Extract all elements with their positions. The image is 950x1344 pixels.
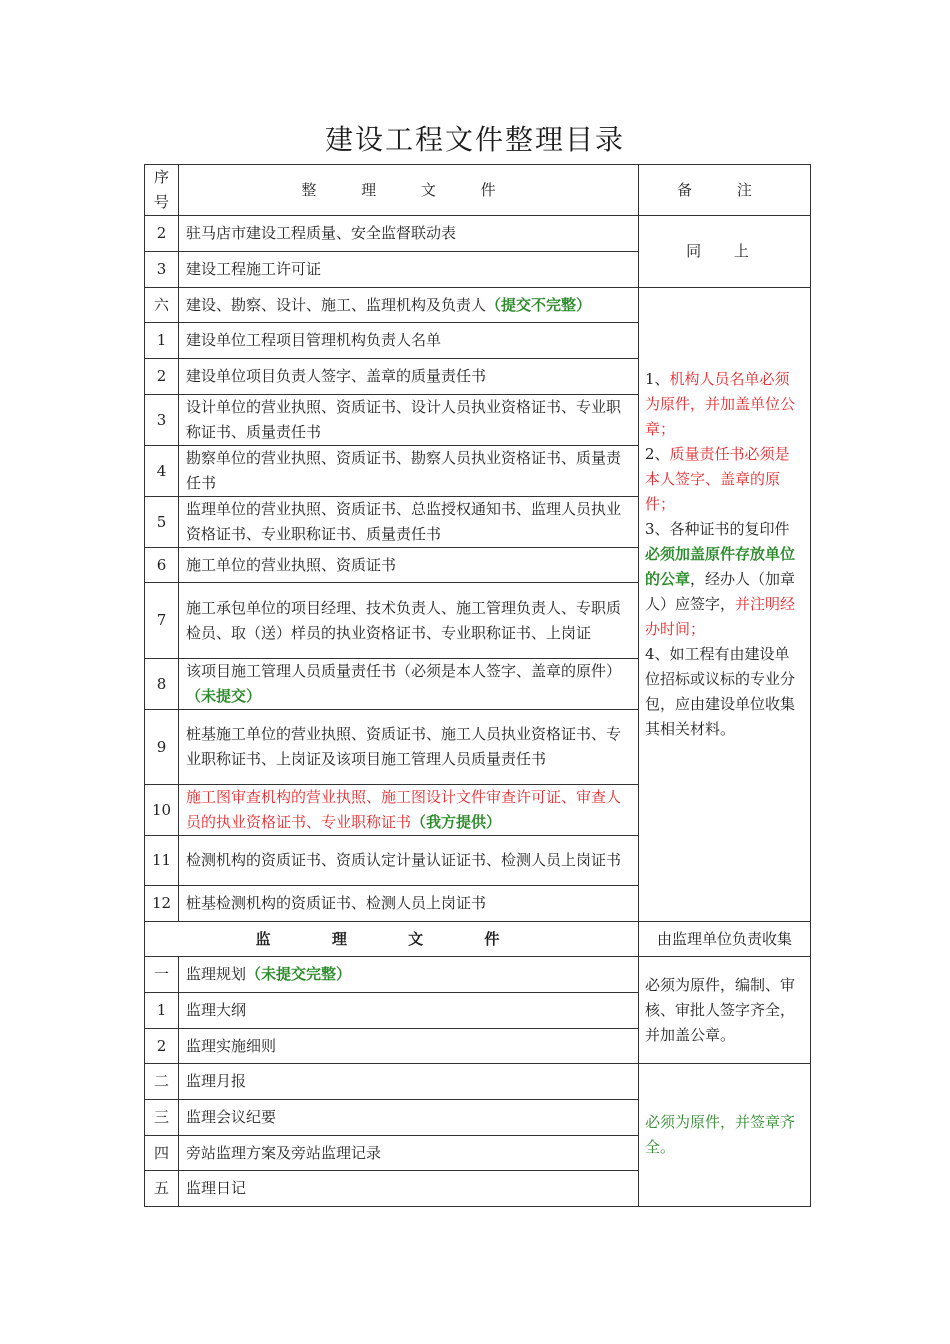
row-text: 桩基施工单位的营业执照、资质证书、施工人员执业资格证书、专业职称证书、上岗证及该项目施工管理人员质量责任书 — [179, 710, 639, 785]
section-row — [145, 288, 811, 323]
row-text: 建设单位项目负责人签字、盖章的质量责任书 — [179, 359, 639, 395]
row-text: 监理月报 — [179, 1064, 639, 1100]
table-row — [145, 216, 811, 252]
status-note: （未提交） — [186, 687, 262, 705]
row-seq: 五 — [145, 1171, 179, 1207]
row-seq: 2 — [145, 359, 179, 395]
header-doc: 整 理 文 件 — [179, 165, 639, 216]
row-seq: 3 — [145, 395, 179, 446]
row-text: 勘察单位的营业执照、资质证书、勘察人员执业资格证书、质量责任书 — [179, 446, 639, 497]
supervision-heading-row — [145, 922, 811, 957]
document-title: 建设工程文件整理目录 — [324, 123, 625, 156]
table-header-row — [145, 165, 811, 216]
row-text: 施工单位的营业执照、资质证书 — [179, 548, 639, 583]
row-seq: 4 — [145, 446, 179, 497]
row-text: 建设、勘察、设计、施工、监理机构及负责人（提交不完整） — [179, 288, 639, 323]
row-seq: 1 — [145, 993, 179, 1029]
row-text: 建设工程施工许可证 — [179, 252, 639, 288]
row-seq: 四 — [145, 1136, 179, 1171]
row-text: 监理规划（未提交完整） — [179, 957, 639, 993]
status-note: （我方提供） — [411, 813, 502, 831]
row-text: 施工承包单位的项目经理、技术负责人、施工管理负责人、专职质检员、取（送）样员的执业资格证书、专业职称证书、上岗证 — [179, 583, 639, 659]
row-seq: 一 — [145, 957, 179, 993]
row-seq: 12 — [145, 886, 179, 922]
supervision-heading: 监 理 文 件 — [145, 922, 639, 957]
row-text: 施工图审查机构的营业执照、施工图设计文件审查许可证、审查人员的执业资格证书、专业职称证书（我方提供） — [179, 785, 639, 836]
row-text: 监理大纲 — [179, 993, 639, 1029]
row-text: 监理单位的营业执照、资质证书、总监授权通知书、监理人员执业资格证书、专业职称证书、质量责任书 — [179, 497, 639, 548]
remark-requirements: 1、机构人员名单必须为原件，并加盖单位公章； 2、质量责任书必须是本人签字、盖章的原件； 3、各种证书的复印件必须加盖原件存放单位的公章，经办人（加章人）应签字，并注明经办时间； 4、如工程有由建设单位招标或议标的专业分包，应由建设单位收集其相关材料。 — [639, 288, 811, 922]
remark-original-required: 必须为原件，编制、审核、审批人签字齐全，并加盖公章。 — [639, 957, 811, 1064]
row-text: 监理日记 — [179, 1171, 639, 1207]
supervision-remark: 由监理单位负责收集 — [639, 922, 811, 957]
remark-signed: 必须为原件，并签章齐全。 — [639, 1064, 811, 1207]
row-seq: 5 — [145, 497, 179, 548]
row-seq: 2 — [145, 1029, 179, 1064]
row-seq: 2 — [145, 216, 179, 252]
row-text: 旁站监理方案及旁站监理记录 — [179, 1136, 639, 1171]
row-seq: 11 — [145, 836, 179, 886]
header-remark: 备 注 — [639, 165, 811, 216]
row-text: 建设单位工程项目管理机构负责人名单 — [179, 323, 639, 359]
row-text: 监理实施细则 — [179, 1029, 639, 1064]
header-seq: 序号 — [145, 165, 179, 216]
row-seq: 六 — [145, 288, 179, 323]
remark-same-above: 同 上 — [639, 216, 811, 288]
row-seq: 10 — [145, 785, 179, 836]
row-seq: 9 — [145, 710, 179, 785]
row-text: 设计单位的营业执照、资质证书、设计人员执业资格证书、专业职称证书、质量责任书 — [179, 395, 639, 446]
row-text: 监理会议纪要 — [179, 1100, 639, 1136]
status-note: （提交不完整） — [486, 295, 592, 314]
row-seq: 8 — [145, 659, 179, 710]
row-seq: 三 — [145, 1100, 179, 1136]
row-seq: 3 — [145, 252, 179, 288]
row-seq: 7 — [145, 583, 179, 659]
archive-table — [144, 164, 811, 1207]
row-seq: 二 — [145, 1064, 179, 1100]
row-seq: 6 — [145, 548, 179, 583]
section-row — [145, 957, 811, 993]
row-text: 该项目施工管理人员质量责任书（必须是本人签字、盖章的原件）（未提交） — [179, 659, 639, 710]
section-row — [145, 1064, 811, 1100]
row-text: 检测机构的资质证书、资质认定计量认证证书、检测人员上岗证书 — [179, 836, 639, 886]
status-note: （未提交完整） — [246, 965, 352, 983]
row-text: 驻马店市建设工程质量、安全监督联动表 — [179, 216, 639, 252]
row-text: 桩基检测机构的资质证书、检测人员上岗证书 — [179, 886, 639, 922]
row-seq: 1 — [145, 323, 179, 359]
